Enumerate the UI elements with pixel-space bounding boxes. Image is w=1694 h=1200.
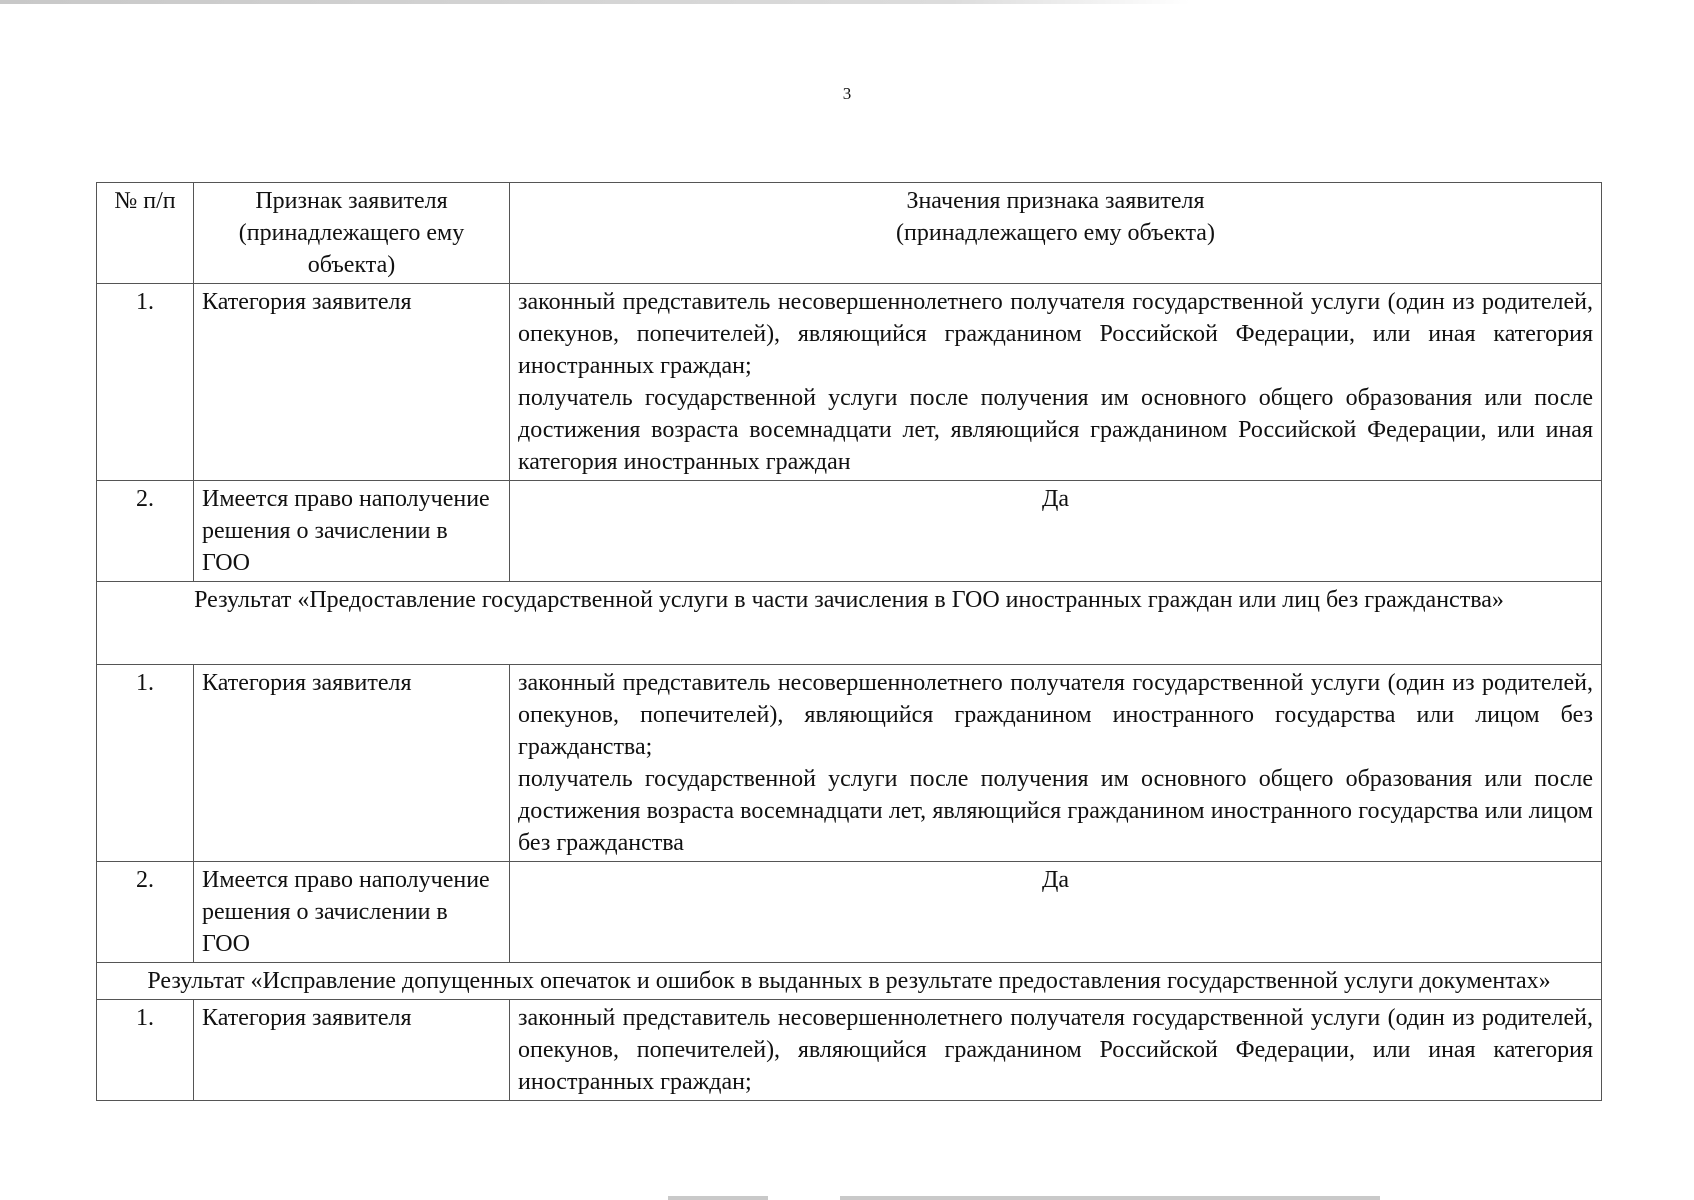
table-row xyxy=(97,284,1602,481)
header-values xyxy=(510,183,1602,284)
value-paragraph: законный представитель несовершеннолетнего получателя государственной услуги (один из родителей, опекунов, попечителей), являющийся гражданином Российской Федерации, или иная категория иностранных граждан; xyxy=(518,289,1593,379)
row-value: Да xyxy=(510,862,1602,963)
value-paragraph: законный представитель несовершеннолетнего получателя государственной услуги (один из родителей, опекунов, попечителей), являющийся гражданином иностранного государства или лицом без гражданства; xyxy=(518,670,1593,760)
applicant-attributes-table xyxy=(96,182,1602,1101)
row-num: 1. xyxy=(97,284,194,481)
row-attribute: Категория заявителя xyxy=(194,284,510,481)
row-attribute: Категория заявителя xyxy=(194,665,510,862)
header-attribute: Признак заявителя (принадлежащего ему объекта) xyxy=(194,183,510,284)
scan-edge-top xyxy=(0,0,1190,4)
value-paragraph: получатель государственной услуги после получения им основного общего образования или после достижения возраста восемнадцати лет, являющийся гражданином иностранного государства или лицом без гражданства xyxy=(518,766,1593,856)
header-values-line1: Значения признака заявителя xyxy=(906,188,1205,214)
result-heading: Результат «Предоставление государственной услуги в части зачисления в ГОО иностранных граждан или лиц без гражданства» xyxy=(97,582,1602,665)
table-row xyxy=(97,862,1602,963)
header-values-line2: (принадлежащего ему объекта) xyxy=(896,220,1215,246)
row-value: законный представитель несовершеннолетнего получателя государственной услуги (один из родителей, опекунов, попечителей), являющийся гражданином Российской Федерации, или иная категория иностранных граждан; xyxy=(510,1000,1602,1101)
row-attribute: Категория заявителя xyxy=(194,1000,510,1101)
table-row xyxy=(97,665,1602,862)
header-num: № п/п xyxy=(97,183,194,284)
result-heading-row xyxy=(97,963,1602,1000)
row-num: 2. xyxy=(97,862,194,963)
row-attribute: Имеется право наполучение решения о зачислении в ГОО xyxy=(194,481,510,582)
row-value xyxy=(510,665,1602,862)
row-attribute: Имеется право наполучение решения о зачислении в ГОО xyxy=(194,862,510,963)
scan-edge-bottom xyxy=(840,1196,1380,1200)
table-header-row xyxy=(97,183,1602,284)
table-row xyxy=(97,481,1602,582)
result-heading-row xyxy=(97,582,1602,665)
page-number: 3 xyxy=(842,84,852,103)
value-paragraph: получатель государственной услуги после получения им основного общего образования или после достижения возраста восемнадцати лет, являющийся гражданином Российской Федерации, или иная категория иностранных граждан xyxy=(518,385,1593,475)
result-heading: Результат «Исправление допущенных опечаток и ошибок в выданных в результате предоставления государственной услуги документах» xyxy=(97,963,1602,1000)
row-num: 1. xyxy=(97,1000,194,1101)
row-num: 2. xyxy=(97,481,194,582)
row-value xyxy=(510,284,1602,481)
table-row xyxy=(97,1000,1602,1101)
row-num: 1. xyxy=(97,665,194,862)
scan-edge-bottom xyxy=(668,1196,768,1200)
row-value: Да xyxy=(510,481,1602,582)
